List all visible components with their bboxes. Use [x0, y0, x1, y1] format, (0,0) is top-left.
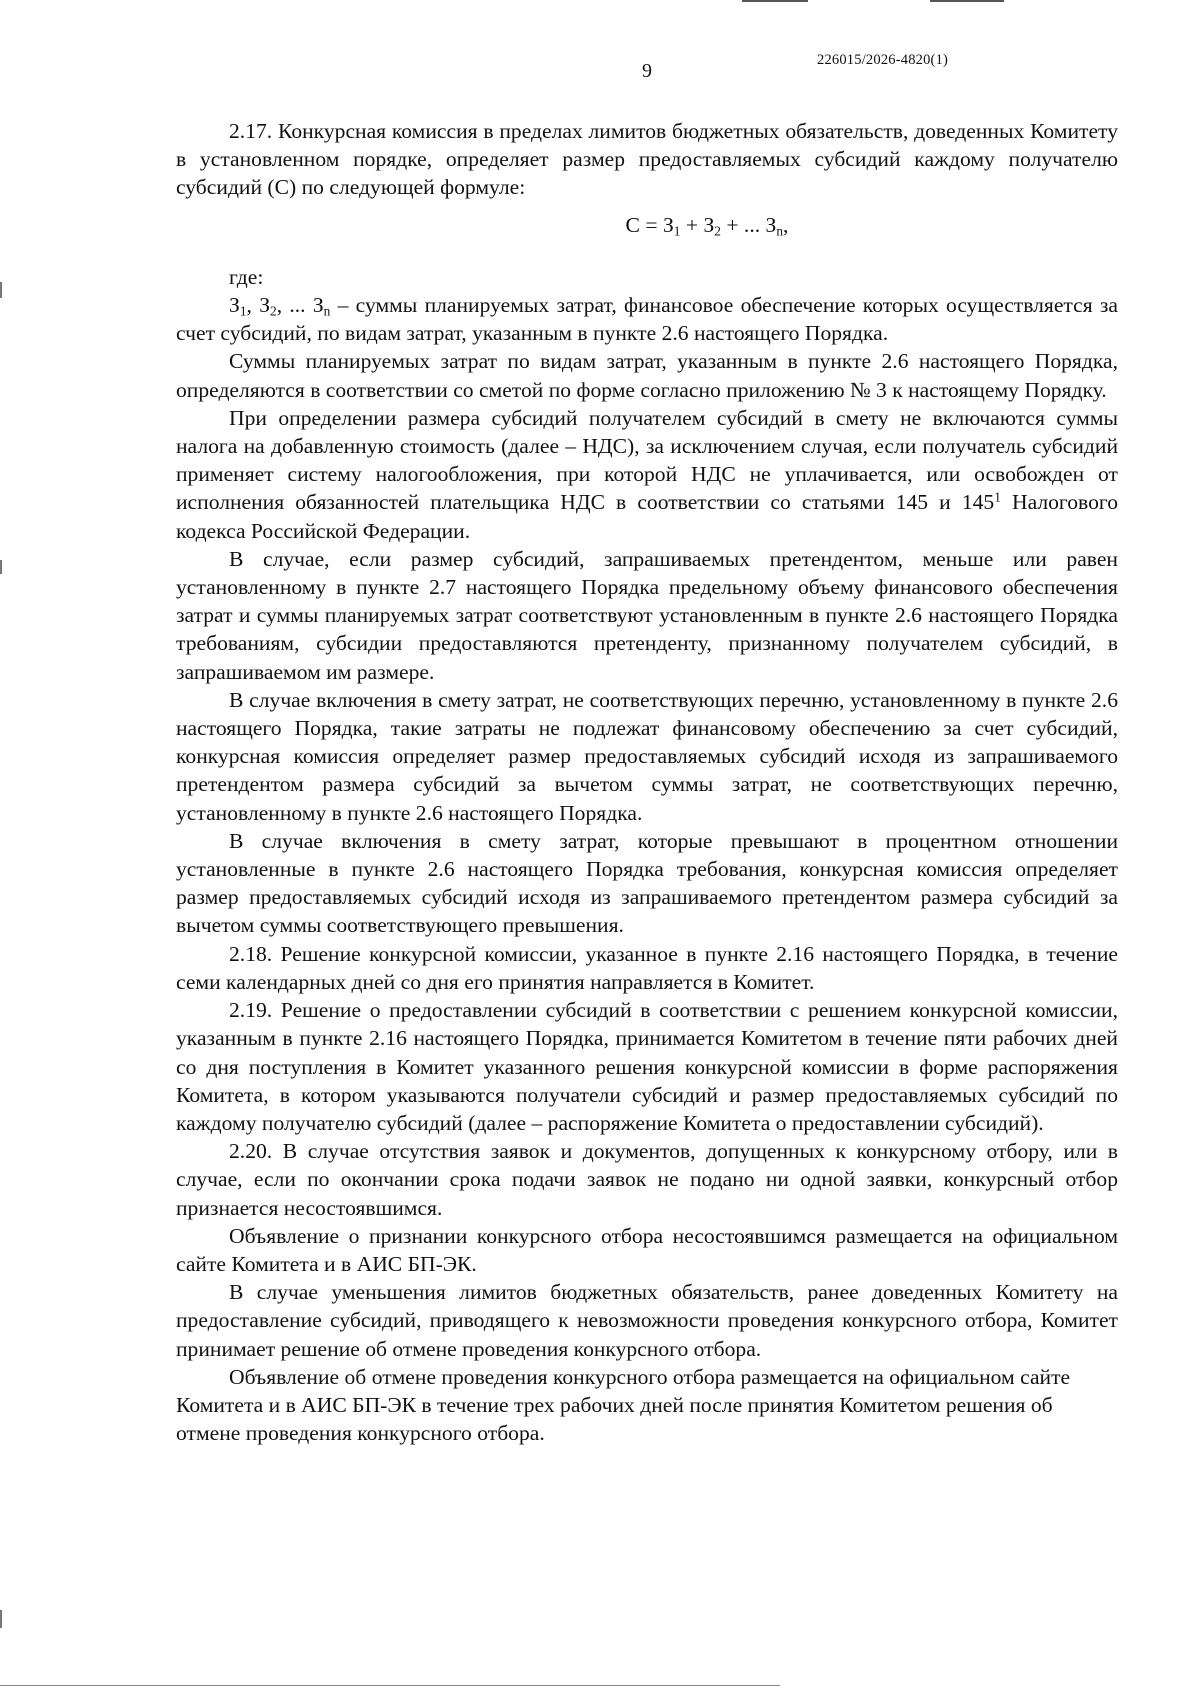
- formula-row: [296, 211, 1118, 239]
- formula-term-n: З: [765, 212, 777, 237]
- scan-edge-mark-3: [0, 1610, 2, 1628]
- formula-sub-2: 2: [714, 222, 721, 238]
- formula-term-1: З: [662, 212, 674, 237]
- paragraph-2-19: 2.19. Решение о предоставлении субсидий в соответствии с решением конкурсной комиссии, указанным в пункте 2.16 настоящего Порядка, принимается Комитетом в течение пяти рабочих дней со дня поступления в Комитет указанного решения конкурсной комиссии в форме распоряжения Комитета, в котором указываются получатели субсидий и размер предоставляемых субсидий по каждому получателю субсидий (далее – распоряжение Комитета о предоставлении субсидий).: [176, 998, 1118, 1135]
- formula: [176, 211, 1118, 239]
- paragraph-non-matching-costs: В случае включения в смету затрат, не соответствующих перечню, установленному в пункте 2.6 настоящего Порядка, такие затраты не подлежат финансовому обеспечению за счет субсидий, конкурсная комиссия определяет размер предоставляемых субсидий исходя из запрашиваемого претендентом размера субсидий за вычетом суммы затрат, не соответствующих перечню, установленному в пункте 2.6 настоящего Порядка.: [176, 687, 1118, 825]
- formula-lhs: С =: [625, 212, 663, 237]
- vat-text-before: При определении размера субсидий получателем субсидий в смету не включаются суммы налога на добавленную стоимость (далее – НДС), за исключением случая, если получатель субсидий применяет систему налогообложения, при которой НДС не уплачивается, или освобожден от исполнения обязанностей плательщика НДС в соответствии со статьями 145 и 145: [176, 405, 1118, 515]
- scan-top-line-left: [742, 0, 808, 2]
- def-text: – суммы планируемых затрат, финансовое обеспечение которых осуществляется за счет субсидий, по видам затрат, указанным в пункте 2.6 настоящего Порядка.: [176, 293, 1119, 346]
- def-sub-n: n: [323, 303, 331, 319]
- def-dots: , ...: [276, 293, 313, 318]
- page-number: 9: [642, 60, 652, 82]
- def-sub-1: 1: [239, 303, 247, 319]
- scan-top-line-right: [930, 0, 1004, 2]
- paragraph-vat: [176, 404, 1118, 545]
- scan-edge-mark-1: [0, 282, 2, 298]
- vat-text-after: Налогового кодекса Российской Федерации.: [176, 490, 1119, 543]
- document-body: [176, 117, 1118, 1447]
- formula-plus: +: [680, 212, 704, 237]
- def-sub-2: 2: [270, 303, 277, 319]
- paragraph-excess-costs: В случае включения в смету затрат, которые превышают в процентном отношении установленные в пункте 2.6 настоящего Порядка требования, конкурсная комиссия определяет размер предоставляемых субсидий исходя из запрашиваемого претендентом размера субсидий за вычетом суммы соответствующего превышения.: [176, 828, 1118, 938]
- paragraph-cancel-announcement: Объявление об отмене проведения конкурсного отбора размещается на официальном сайте Комитета и в АИС БП-ЭК в течение трех рабочих дней после принятия Комитетом решения об отмене проведения конкурсного отбора.: [176, 1364, 1071, 1446]
- paragraph-limit-reduction: В случае уменьшения лимитов бюджетных обязательств, ранее доведенных Комитету на предоставление субсидий, приводящего к невозможности проведения конкурсного отбора, Комитет принимает решение об отмене проведения конкурсного отбора.: [176, 1280, 1118, 1361]
- formula-sub-n: n: [776, 222, 784, 238]
- document-id: 226015/2026-4820(1): [817, 52, 949, 68]
- paragraph-definition: [176, 291, 1118, 347]
- paragraph-2-20: 2.20. В случае отсутствия заявок и документов, допущенных к конкурсному отбору, или в случае, если по окончании срока подачи заявок не подано ни одной заявки, конкурсный отбор признается несостоявшимся.: [176, 1139, 1118, 1220]
- paragraph-2-17: 2.17. Конкурсная комиссия в пределах лимитов бюджетных обязательств, доведенных Комитету в установленном порядке, определяет размер предоставляемых субсидий каждому получателю субсидий (С) по следующей формуле:: [176, 119, 1118, 200]
- formula-sub-1: 1: [673, 222, 681, 238]
- paragraph-requested-size: В случае, если размер субсидий, запрашиваемых претендентом, меньше или равен установленному в пункте 2.7 настоящего Порядка предельному объему финансового обеспечения затрат и суммы планируемых затрат соответствуют установленным в пункте 2.6 настоящего Порядка требованиям, субсидии предоставляются претенденту, признанному получателем субсидий, в запрашиваемом им размере.: [176, 546, 1118, 684]
- def-comma: ,: [246, 293, 260, 318]
- def-term-2: З: [259, 293, 271, 318]
- paragraph-failed-announcement: Объявление о признании конкурсного отбора несостоявшимся размещается на официальном сайте Комитета и в АИС БП-ЭК.: [176, 1223, 1118, 1276]
- def-term-n: З: [312, 293, 324, 318]
- formula-term-2: З: [703, 212, 715, 237]
- scan-bottom-line: [0, 1685, 780, 1686]
- paragraph-2-18: 2.18. Решение конкурсной комиссии, указанное в пункте 2.16 настоящего Порядка, в течение семи календарных дней со дня его принятия направляется в Комитет.: [176, 941, 1118, 994]
- def-term-1: З: [229, 293, 240, 318]
- where-label: где:: [229, 264, 264, 289]
- formula-dots: + ...: [720, 212, 766, 237]
- paragraph-planned-costs: Суммы планируемых затрат по видам затрат, указанным в пункте 2.6 настоящего Порядка, определяются в соответствии со сметой по форме согласно приложению № 3 к настоящему Порядку.: [176, 349, 1118, 402]
- scan-edge-mark-2: [0, 560, 2, 574]
- vat-superscript: 1: [994, 490, 1001, 506]
- formula-tail: ,: [783, 212, 789, 237]
